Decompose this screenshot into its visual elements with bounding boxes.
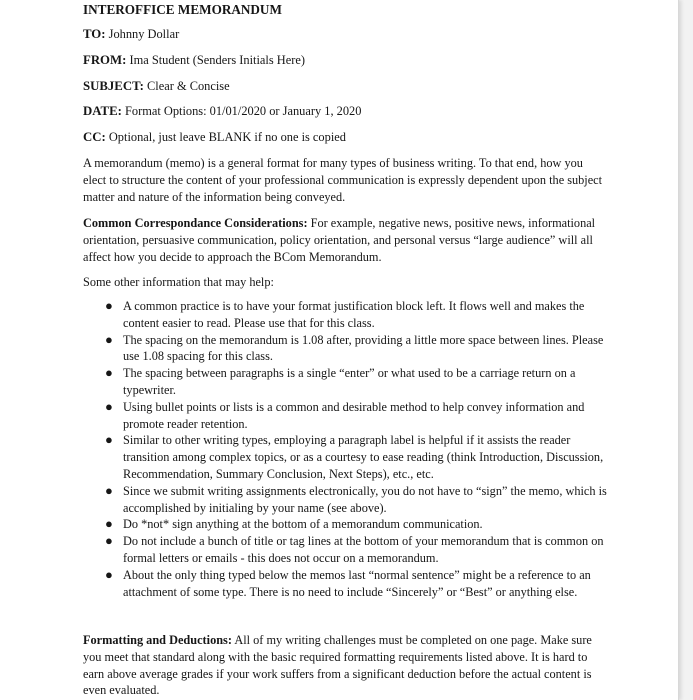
formatting-paragraph — [83, 632, 603, 699]
bullet-icon: ● — [105, 398, 113, 414]
bullet-icon: ● — [105, 566, 113, 582]
list-item: ● A common practice is to have your format justification block left. It flows well and makes the content easier to read. Please use that for this class. — [105, 298, 585, 330]
considerations-text: For example, negative news, positive news, informational orientation, persuasive communication, policy orientation, and personal versus “large audience” will all affect how you decide to approach the BCom Memorandum. — [83, 216, 596, 264]
list-item: ● The spacing on the memorandum is 1.08 after, providing a little more space between lines. Please use 1.08 spacing for this class. — [105, 331, 604, 364]
to-label: TO: — [83, 27, 106, 41]
from-label: FROM: — [83, 53, 127, 67]
list-item: ● Do not include a bunch of title or tag lines at the bottom of your memorandum that is common on formal letters or emails - this does not occur on a memorandum. — [105, 533, 604, 565]
bullet-icon: ● — [105, 331, 113, 347]
date-line — [83, 104, 361, 119]
intro-paragraph: A memorandum (memo) is a general format for many types of business writing. To that end, how you elect to structure the content of your professional communication is expressly dependent upon the subject matter and nature of the information being conveyed. — [83, 156, 603, 204]
cc-line — [83, 130, 346, 145]
bullet-icon: ● — [105, 516, 113, 532]
help-intro: Some other information that may help: — [83, 275, 274, 289]
list-item: ● Similar to other writing types, employing a paragraph label is helpful if it assists the reader transition among complex topics, or as a courtesy to ease reading (think Introduction, Discussion, Recommendation, Summary Conclusion, Next Steps), etc., etc. — [105, 432, 604, 481]
tips-list — [83, 298, 613, 600]
list-item: ● Since we submit writing assignments electronically, you do not have to “sign” the memo, which is accomplished by initialing by your name (see above). — [105, 482, 607, 515]
date-value: Format Options: 01/01/2020 or January 1, 2020 — [124, 104, 362, 118]
bullet-icon: ● — [105, 365, 113, 381]
list-item: ● About the only thing typed below the memos last “normal sentence” might be a reference to an attachment of some type. There is no need to include “Sincerely” or “Best” or anything else. — [105, 566, 591, 599]
formatting-text: All of my writing challenges must be completed on one page. Make sure you meet that standard along with the basic required formatting requirements listed above. It is hard to earn above average grades if your work suffers from a significant deduction before the actual content is even evaluated. — [83, 633, 592, 698]
considerations-paragraph — [83, 215, 603, 265]
subject-value: Clear & Concise — [147, 79, 230, 93]
considerations-label: Common Correspondance Considerations: — [83, 216, 308, 230]
from-line — [83, 53, 305, 68]
memo-title: INTEROFFICE MEMORANDUM — [83, 2, 282, 17]
bullet-icon: ● — [105, 298, 113, 313]
bullet-icon: ● — [105, 432, 113, 448]
cc-value: Optional, just leave BLANK if no one is copied — [108, 130, 346, 144]
formatting-label: Formatting and Deductions: — [83, 633, 232, 647]
list-item: ● The spacing between paragraphs is a single “enter” or what used to be a carriage return on a typewriter. — [105, 365, 576, 397]
cc-label: CC: — [83, 130, 106, 144]
bullet-icon: ● — [105, 482, 113, 498]
from-value: Ima Student (Senders Initials Here) — [129, 53, 305, 67]
date-label: DATE: — [83, 104, 122, 118]
to-value: Johnny Dollar — [108, 27, 180, 41]
list-item: ● Using bullet points or lists is a common and desirable method to help convey information and promote reader retention. — [105, 398, 585, 431]
bullet-icon: ● — [105, 533, 113, 549]
subject-line — [83, 79, 230, 94]
list-item: ● Do *not* sign anything at the bottom of a memorandum communication. — [105, 516, 483, 532]
to-line — [83, 27, 179, 42]
subject-label: SUBJECT: — [83, 79, 144, 93]
